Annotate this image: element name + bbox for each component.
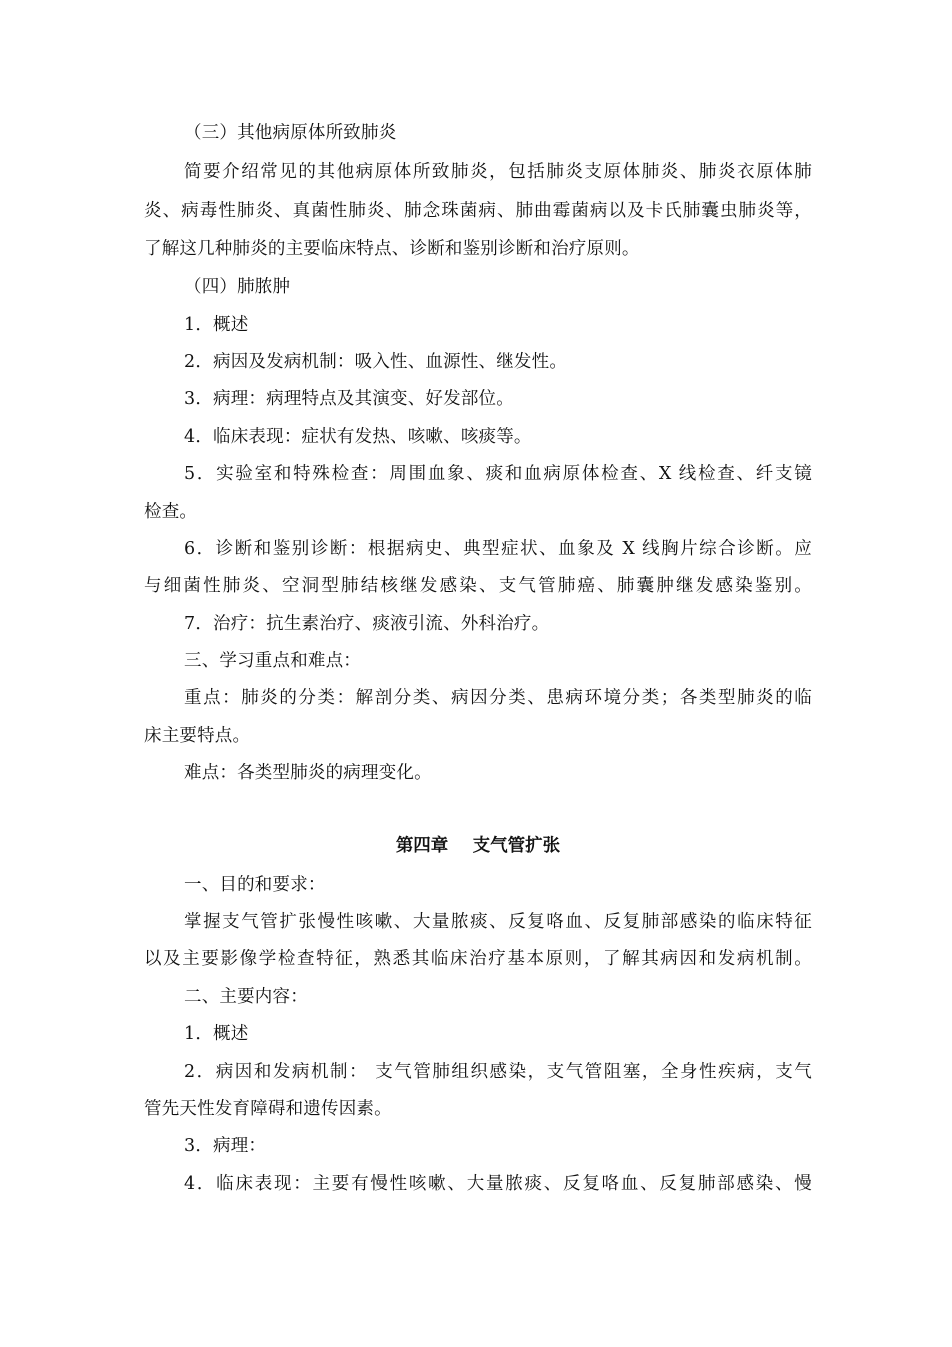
list-item: 5．实验室和特殊检查：周围血象、痰和血病原体检查、X 线检查、纤支镜 — [184, 464, 812, 484]
chapter-title: 第四章 支气管扩张 — [395, 836, 561, 856]
list-item: 4．临床表现：症状有发热、咳嗽、咳痰等。 — [184, 427, 532, 447]
paragraph-line: 难点：各类型肺炎的病理变化。 — [184, 763, 432, 783]
list-item: 3．病理： — [184, 1136, 267, 1156]
paragraph-line: 简要介绍常见的其他病原体所致肺炎，包括肺炎支原体肺炎、肺炎衣原体肺 — [184, 162, 812, 182]
list-item: 4．临床表现：主要有慢性咳嗽、大量脓痰、反复咯血、反复肺部感染、慢 — [184, 1174, 812, 1194]
section-heading: 三、学习重点和难点： — [184, 651, 361, 671]
list-item: 6．诊断和鉴别诊断：根据病史、典型症状、血象及 X 线胸片综合诊断。应 — [184, 539, 812, 559]
list-item: 2．病因和发病机制： 支气管肺组织感染，支气管阻塞，全身性疾病，支气 — [184, 1062, 812, 1082]
section-heading: 二、主要内容： — [184, 987, 308, 1007]
paragraph-line: 以及主要影像学检查特征，熟悉其临床治疗基本原则，了解其病因和发病机制。 — [144, 949, 812, 969]
paragraph-line: 重点：肺炎的分类：解剖分类、病因分类、患病环境分类；各类型肺炎的临 — [184, 688, 812, 708]
paragraph-line: 炎、病毒性肺炎、真菌性肺炎、肺念珠菌病、肺曲霉菌病以及卡氏肺囊虫肺炎等， — [144, 201, 812, 221]
paragraph-line: 掌握支气管扩张慢性咳嗽、大量脓痰、反复咯血、反复肺部感染的临床特征 — [184, 912, 812, 932]
subsection-heading-other-pathogens: （三）其他病原体所致肺炎 — [184, 123, 397, 143]
subsection-heading-lung-abscess: （四）肺脓肿 — [184, 277, 291, 297]
list-item-continuation: 与细菌性肺炎、空洞型肺结核继发感染、支气管肺癌、肺囊肿继发感染鉴别。 — [144, 576, 812, 596]
list-item: 3．病理：病理特点及其演变、好发部位。 — [184, 389, 514, 409]
section-heading: 一、目的和要求： — [184, 875, 326, 895]
list-item: 1．概述 — [184, 315, 249, 335]
list-item: 2．病因及发病机制：吸入性、血源性、继发性。 — [184, 352, 568, 372]
paragraph-line: 床主要特点。 — [144, 726, 251, 746]
list-item-continuation: 检查。 — [144, 502, 198, 522]
list-item: 7．治疗：抗生素治疗、痰液引流、外科治疗。 — [184, 614, 550, 634]
paragraph-line: 了解这几种肺炎的主要临床特点、诊断和鉴别诊断和治疗原则。 — [144, 239, 640, 259]
list-item-continuation: 管先天性发育障碍和遗传因素。 — [144, 1099, 392, 1119]
list-item: 1．概述 — [184, 1024, 249, 1044]
